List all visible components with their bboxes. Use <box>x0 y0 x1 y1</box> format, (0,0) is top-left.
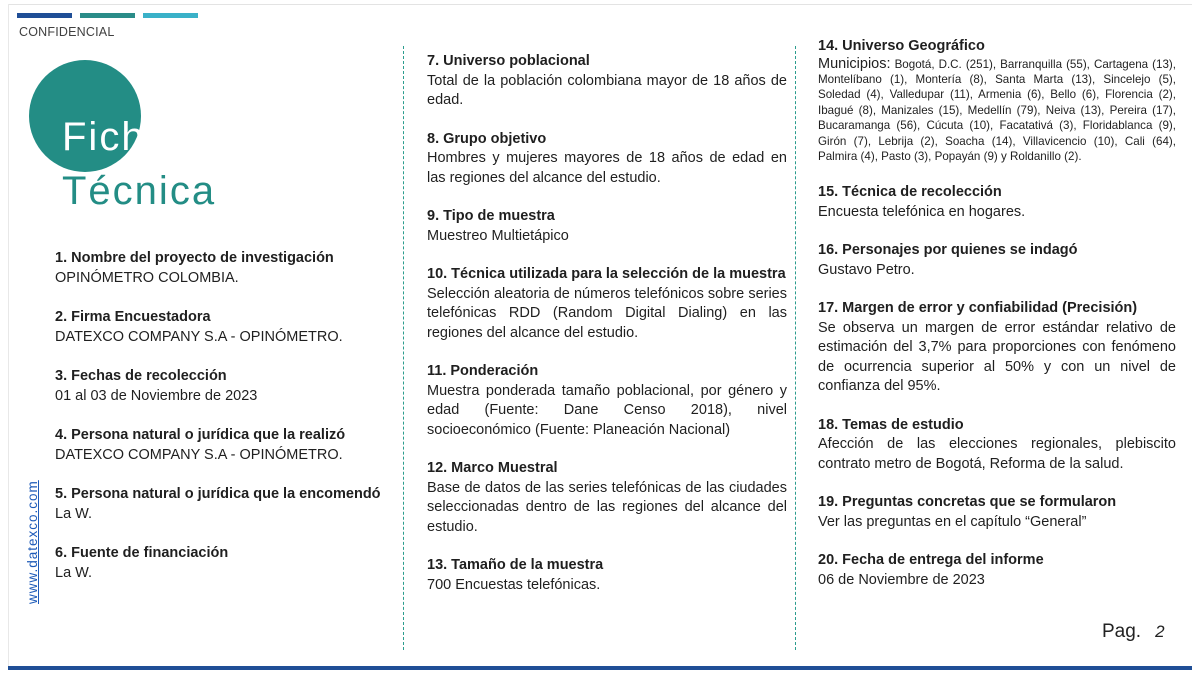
section-heading: 17. Margen de error y confiabilidad (Precisión) <box>818 300 1138 317</box>
section-text: Encuesta telefónica en hogares. <box>818 203 1026 220</box>
section-heading: 18. Temas de estudio <box>818 416 964 433</box>
section-population-universe <box>427 52 787 111</box>
section-text: La W. <box>55 505 93 522</box>
section-sampling-frame <box>427 459 787 537</box>
confidential-label: CONFIDENCIAL <box>19 25 115 39</box>
section-text: Afección de las elecciones regionales, plebiscito contrato metro de Bogotá, Reforma de la salud. <box>818 436 1176 472</box>
section-weighting <box>427 362 787 440</box>
section-people-surveyed <box>818 241 1176 280</box>
title-line-2: Técnica <box>62 169 217 213</box>
column-3 <box>818 37 1176 609</box>
header-stripe-teal <box>80 13 135 18</box>
section-heading: 6. Fuente de financiación <box>55 545 229 561</box>
section-collection-dates <box>55 367 385 406</box>
section-polling-firm <box>55 308 385 347</box>
section-heading: 9. Tipo de muestra <box>427 208 555 224</box>
section-text: Muestreo Multietápico <box>427 227 569 244</box>
page-number <box>1102 621 1165 643</box>
section-questions-asked <box>818 493 1176 532</box>
website-link[interactable]: www.datexco.com <box>25 480 40 604</box>
section-text: Total de la población colombiana mayor de 18 años de edad. <box>427 72 787 108</box>
section-heading: 3. Fechas de recolección <box>55 368 227 384</box>
section-commissioned-by <box>55 485 385 524</box>
section-text: Hombres y mujeres mayores de 18 años de edad en las regiones del alcance del estudio. <box>427 150 787 186</box>
section-text: Ver las preguntas en el capítulo “General” <box>818 513 1087 530</box>
section-text: DATEXCO COMPANY S.A - OPINÓMETRO. <box>55 328 343 345</box>
header-stripe-navy <box>17 13 72 18</box>
section-heading: 12. Marco Muestral <box>427 460 558 476</box>
section-text: 01 al 03 de Noviembre de 2023 <box>55 387 258 404</box>
section-report-date <box>818 551 1176 590</box>
section-text: 06 de Noviembre de 2023 <box>818 571 985 588</box>
section-heading: 4. Persona natural o jurídica que la realizó <box>55 427 346 443</box>
section-margin-of-error <box>818 299 1176 397</box>
section-heading: 5. Persona natural o jurídica que la encomendó <box>55 486 381 502</box>
section-heading: 11. Ponderación <box>427 363 539 379</box>
left-frame-line <box>8 4 9 667</box>
section-project-name <box>55 249 385 288</box>
section-text: DATEXCO COMPANY S.A - OPINÓMETRO. <box>55 446 343 463</box>
section-text: Gustavo Petro. <box>818 261 915 278</box>
section-heading: 13. Tamaño de la muestra <box>427 557 604 573</box>
section-heading: 1. Nombre del proyecto de investigación <box>55 250 334 266</box>
section-text: Muestra ponderada tamaño poblacional, por género y edad (Fuente: Dane Censo 2018), nivel socioeconómico (Fuente: Planeación Nacional) <box>427 382 787 438</box>
municipalities-label: Municipios: <box>818 55 891 72</box>
municipalities-text <box>818 57 1176 165</box>
footer-bar <box>8 666 1192 670</box>
section-study-topics <box>818 416 1176 475</box>
section-text: Selección aleatoria de números telefónicos sobre series telefónicas RDD (Random Digital Dialing) en las regiones del alcance del estudio. <box>427 285 787 341</box>
page-title <box>62 110 216 218</box>
section-conducted-by <box>55 426 385 465</box>
section-sample-size <box>427 556 787 595</box>
section-heading: 10. Técnica utilizada para la selección de la muestra <box>427 266 786 282</box>
section-heading: 14. Universo Geográfico <box>818 38 985 54</box>
column-1 <box>55 249 385 603</box>
section-heading: 16. Personajes por quienes se indagó <box>818 242 1078 259</box>
top-frame-line <box>8 4 1192 5</box>
page-label: Pag. <box>1102 621 1142 642</box>
section-text: Base de datos de las series telefónicas de las ciudades seleccionadas dentro de las regiones del alcance del estudio. <box>427 479 787 535</box>
section-target-group <box>427 130 787 189</box>
section-heading: 8. Grupo objetivo <box>427 130 547 147</box>
section-funding-source <box>55 544 385 583</box>
section-sample-type <box>427 207 787 246</box>
section-geographic-universe <box>818 37 1176 164</box>
section-heading: 20. Fecha de entrega del informe <box>818 552 1044 569</box>
section-selection-technique <box>427 265 787 343</box>
section-collection-technique <box>818 183 1176 222</box>
column-divider-2 <box>795 46 796 650</box>
section-heading: 7. Universo poblacional <box>427 53 590 69</box>
column-2 <box>427 52 787 614</box>
section-text: 700 Encuestas telefónicas. <box>427 576 601 593</box>
section-heading: 2. Firma Encuestadora <box>55 309 211 325</box>
page-number-value: 2 <box>1155 622 1165 641</box>
section-text: OPINÓMETRO COLOMBIA. <box>55 269 239 286</box>
section-text: La W. <box>55 564 93 581</box>
header-stripe-light-blue <box>143 13 198 18</box>
title-line-1: Ficha <box>62 115 170 159</box>
section-heading: 15. Técnica de recolección <box>818 184 1002 201</box>
column-divider-1 <box>403 46 404 650</box>
section-text: Se observa un margen de error estándar relativo de estimación del 3,7% para proporciones con fenómeno de ocurrencia superior al 50% y con un nivel de confianza del 95%. <box>818 319 1176 395</box>
section-heading: 19. Preguntas concretas que se formularon <box>818 494 1117 511</box>
municipalities-list: Bogotá, D.C. (251), Barranquilla (55), Cartagena (13), Montelíbano (1), Montería (8), Santa Marta (13), Sincelejo (5), Soledad (4), Valledupar (11), Armenia (6), Bello (6), Florencia (2), Ibagué (8), Manizales (15), Medellín (79), Neiva (13), Pereira (17), Bucaramanga (56), Cúcuta (10), Facatativá (3), Floridablanca (9), Girón (7), Lebrija (2), Soacha (14), Villavicencio (10), Cali (64), Palmira (4), Pasto (3), Popayán (9) y Roldanillo (2). <box>818 57 1176 163</box>
